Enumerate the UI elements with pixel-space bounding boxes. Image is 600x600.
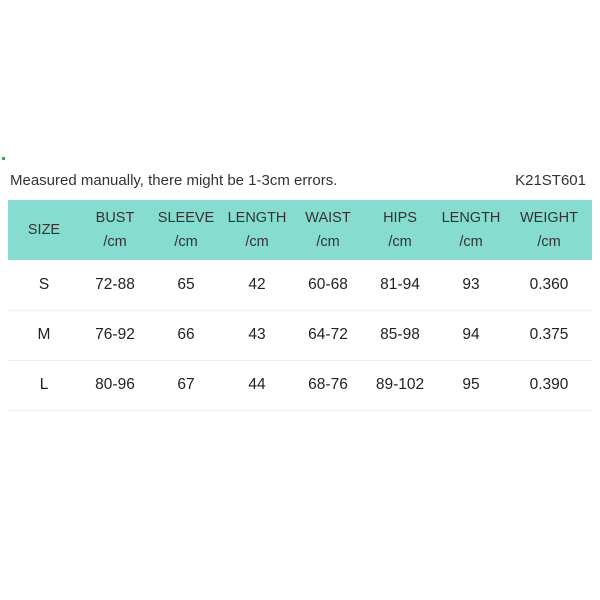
cell-length-2: 95 xyxy=(462,376,480,393)
table-row-m xyxy=(8,310,592,360)
cell-waist: 60-68 xyxy=(308,275,348,293)
product-code: K21ST601 xyxy=(515,172,586,189)
table-row-s xyxy=(8,260,592,310)
header-size: SIZE xyxy=(27,222,61,238)
corner-mark xyxy=(2,157,5,160)
cell-length: 43 xyxy=(248,326,266,343)
table-row-l xyxy=(8,360,592,410)
cell-waist: 64-72 xyxy=(308,326,348,343)
cell-hips: 81-94 xyxy=(380,275,420,293)
cell-size: L xyxy=(39,376,49,393)
cell-size: M xyxy=(37,326,51,343)
cell-sleeve: 65 xyxy=(177,275,195,293)
cell-length-2: 94 xyxy=(462,326,480,343)
cell-hips: 85-98 xyxy=(380,326,420,343)
table-header-row xyxy=(8,200,592,260)
cell-weight: 0.375 xyxy=(529,326,569,343)
cell-bust: 80-96 xyxy=(95,376,135,393)
cell-sleeve: 67 xyxy=(177,376,195,393)
cell-size: S xyxy=(38,275,50,293)
header-sleeve: SLEEVE /cm xyxy=(157,210,215,250)
header-hips: HIPS /cm xyxy=(383,210,417,250)
cell-waist: 68-76 xyxy=(308,376,348,393)
size-chart-table xyxy=(8,200,592,411)
header-weight: WEIGHT /cm xyxy=(520,210,578,250)
header-waist: WAIST /cm xyxy=(305,210,351,250)
cell-length: 42 xyxy=(248,275,266,293)
cell-sleeve: 66 xyxy=(177,326,195,343)
cell-length: 44 xyxy=(248,376,266,393)
cell-hips: 89-102 xyxy=(375,376,425,393)
cell-bust: 76-92 xyxy=(95,326,135,343)
cell-weight: 0.360 xyxy=(529,275,569,293)
header-bust: BUST /cm xyxy=(95,210,135,250)
cell-bust: 72-88 xyxy=(95,275,135,293)
cell-length-2: 93 xyxy=(462,275,480,293)
cell-weight: 0.390 xyxy=(529,376,569,393)
measurement-note: Measured manually, there might be 1-3cm errors. xyxy=(10,172,338,189)
header-length-2: LENGTH /cm xyxy=(441,210,501,250)
header-length: LENGTH /cm xyxy=(227,210,287,250)
